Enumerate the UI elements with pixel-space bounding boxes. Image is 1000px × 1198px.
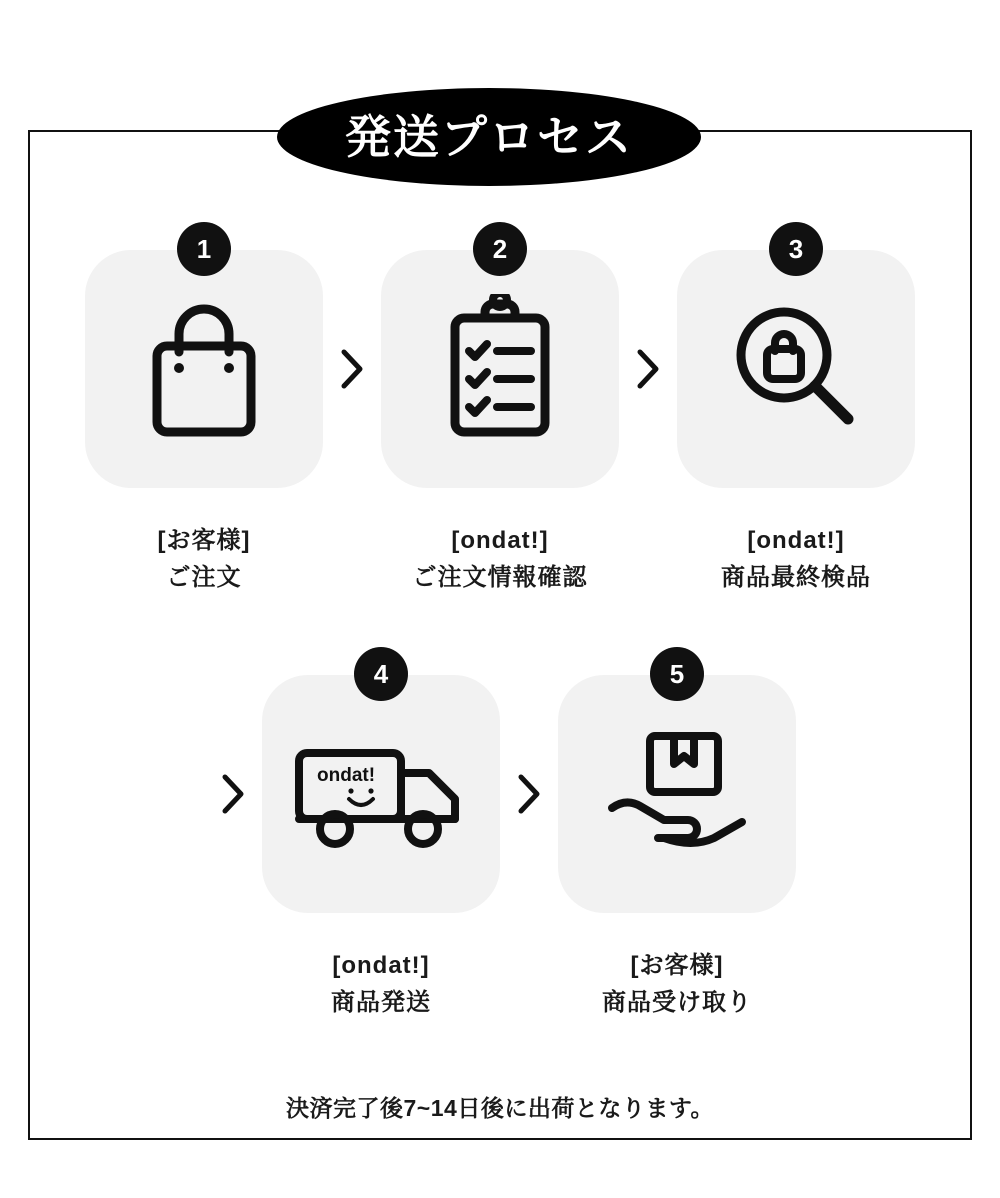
step-3-caption-line2: 商品最終検品 xyxy=(721,564,871,592)
hand-package-icon xyxy=(602,724,752,864)
footnote-text: 決済完了後7~14日後に出荷となります。 xyxy=(286,1095,714,1121)
step-5-tile xyxy=(558,658,796,913)
process-row-1 xyxy=(28,233,972,596)
chevron-right-icon xyxy=(516,772,542,816)
step-5-number-badge: 5 xyxy=(650,647,704,701)
step-3-number-badge: 3 xyxy=(769,222,823,276)
process-step-3 xyxy=(677,233,915,596)
step-2-caption-line1: [ondat!] xyxy=(451,527,549,554)
clipboard-checklist-icon xyxy=(435,294,565,444)
step-1-caption-line2: ご注文 xyxy=(166,564,242,592)
process-row-2 xyxy=(28,658,972,1021)
truck-label: ondat! xyxy=(317,765,376,786)
process-step-2 xyxy=(381,233,619,596)
process-step-4 xyxy=(262,658,500,1021)
magnifier-bag-inspection-icon xyxy=(726,299,866,439)
step-5-caption xyxy=(602,947,752,1021)
delivery-truck-icon xyxy=(291,729,471,859)
step-4-number-badge: 4 xyxy=(354,647,408,701)
shopping-bag-icon xyxy=(139,294,269,444)
process-steps-container xyxy=(28,130,972,1140)
step-5-caption-line1: [お客様] xyxy=(630,952,724,979)
step-4-caption xyxy=(331,947,431,1021)
step-4-caption-line2: 商品発送 xyxy=(331,989,431,1017)
process-step-5 xyxy=(558,658,796,1021)
step-3-tile xyxy=(677,233,915,488)
arrow-3-to-4 xyxy=(204,675,262,913)
page-title: 発送プロセス xyxy=(345,111,633,163)
chevron-right-icon xyxy=(339,347,365,391)
step-1-caption-line1: [お客様] xyxy=(157,527,251,554)
step-1-tile xyxy=(85,233,323,488)
chevron-right-icon xyxy=(635,347,661,391)
step-3-caption xyxy=(721,522,871,596)
step-3-caption-line1: [ondat!] xyxy=(747,527,845,554)
step-1-number-badge: 1 xyxy=(177,222,231,276)
arrow-2-to-3 xyxy=(619,250,677,488)
diagram-title-badge xyxy=(277,88,701,186)
step-4-tile xyxy=(262,658,500,913)
process-step-1 xyxy=(85,233,323,596)
chevron-right-icon xyxy=(220,772,246,816)
step-2-number-badge: 2 xyxy=(473,222,527,276)
arrow-1-to-2 xyxy=(323,250,381,488)
arrow-4-to-5 xyxy=(500,675,558,913)
step-5-caption-line2: 商品受け取り xyxy=(602,989,752,1017)
step-1-caption xyxy=(158,522,251,596)
step-2-caption-line2: ご注文情報確認 xyxy=(412,564,588,592)
step-4-caption-line1: [ondat!] xyxy=(332,952,430,979)
step-2-tile xyxy=(381,233,619,488)
step-2-caption xyxy=(413,522,588,596)
